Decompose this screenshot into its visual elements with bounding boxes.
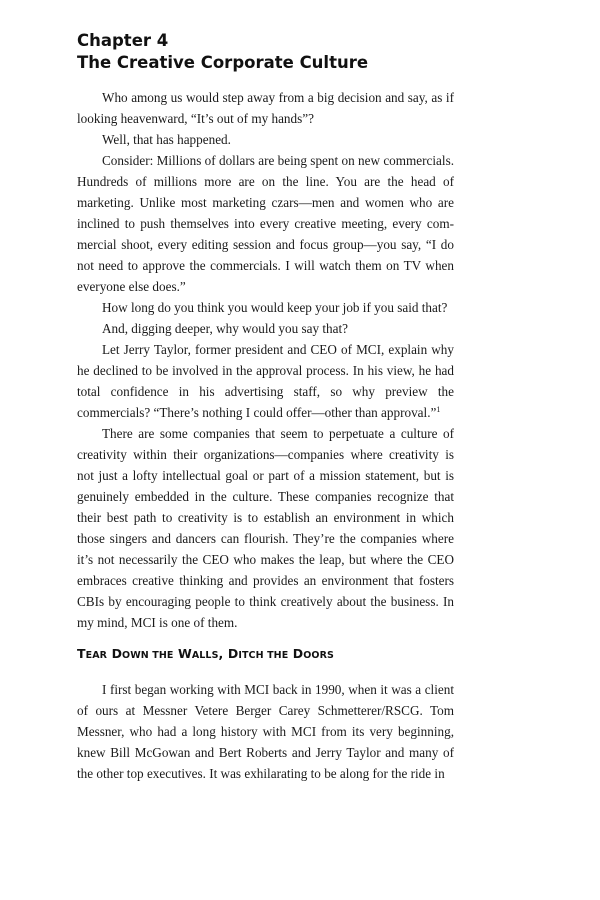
paragraph-1: Who among us would step away from a big decision and say, as if looking heavenward, “It’s out of my hands”? <box>77 90 454 126</box>
paragraph-7: There are some companies that seem to perpetuate a culture of creativity within their organizations—companies where creativity is not just a lofty intellectual goal or part of a mission statement, but is genuinely embedded in the culture. These companies recognize that their best path to creativity is to establish an environment in which those singers and dancers can flourish. They’re the companies where it’s not necessarily the CEO who makes the leap, but where the CEO embraces creative thinking and provides an environment that fosters CBIs by encouraging people to think creatively about the business. In my mind, MCI is one of them. <box>77 426 454 630</box>
paragraph-6-text: Let Jerry Taylor, former president and CEO of MCI, explain why he declined to be involved in the approval process. In his view, he had total confidence in his advertising staff, so why preview the commercials? “There’s nothing I could offer—other than approval.” <box>77 342 454 420</box>
paragraph-4: How long do you think you would keep your job if you said that? <box>102 300 448 315</box>
body-text <box>77 87 454 784</box>
paragraph-3: Consider: Millions of dollars are being spent on new commercials. Hundreds of millions more are on the line. You are the head of marketing. Unlike most marketing czars—men and women who are inclined to push themselves into every creative meeting, every commercial shoot, every editing session and focus group—you say, “I do not need to approve the commercials. I will watch them on TV when everyone else does.” <box>77 153 454 294</box>
chapter-heading <box>77 30 477 74</box>
footnote-marker: 1 <box>436 405 441 414</box>
paragraph-6 <box>77 339 454 423</box>
paragraph-5: And, digging deeper, why would you say that? <box>102 321 348 336</box>
section-heading: TEAR DOWN THE WALLS, DITCH THE DOORS <box>77 646 334 661</box>
chapter-number: Chapter 4 <box>77 31 169 50</box>
paragraph-2: Well, that has happened. <box>102 132 231 147</box>
chapter-title: The Creative Corporate Culture <box>77 53 369 72</box>
paragraph-8: I first began working with MCI back in 1990, when it was a client of ours at Messner Vetere Berger Carey Schmetterer/RSCG. Tom Messner, who had a long history with MCI from its very beginning, knew Bill McGowan and Bert Roberts and Jerry Taylor and many of the other top executives. It was exhilarating to be along for the ride in <box>77 682 454 781</box>
